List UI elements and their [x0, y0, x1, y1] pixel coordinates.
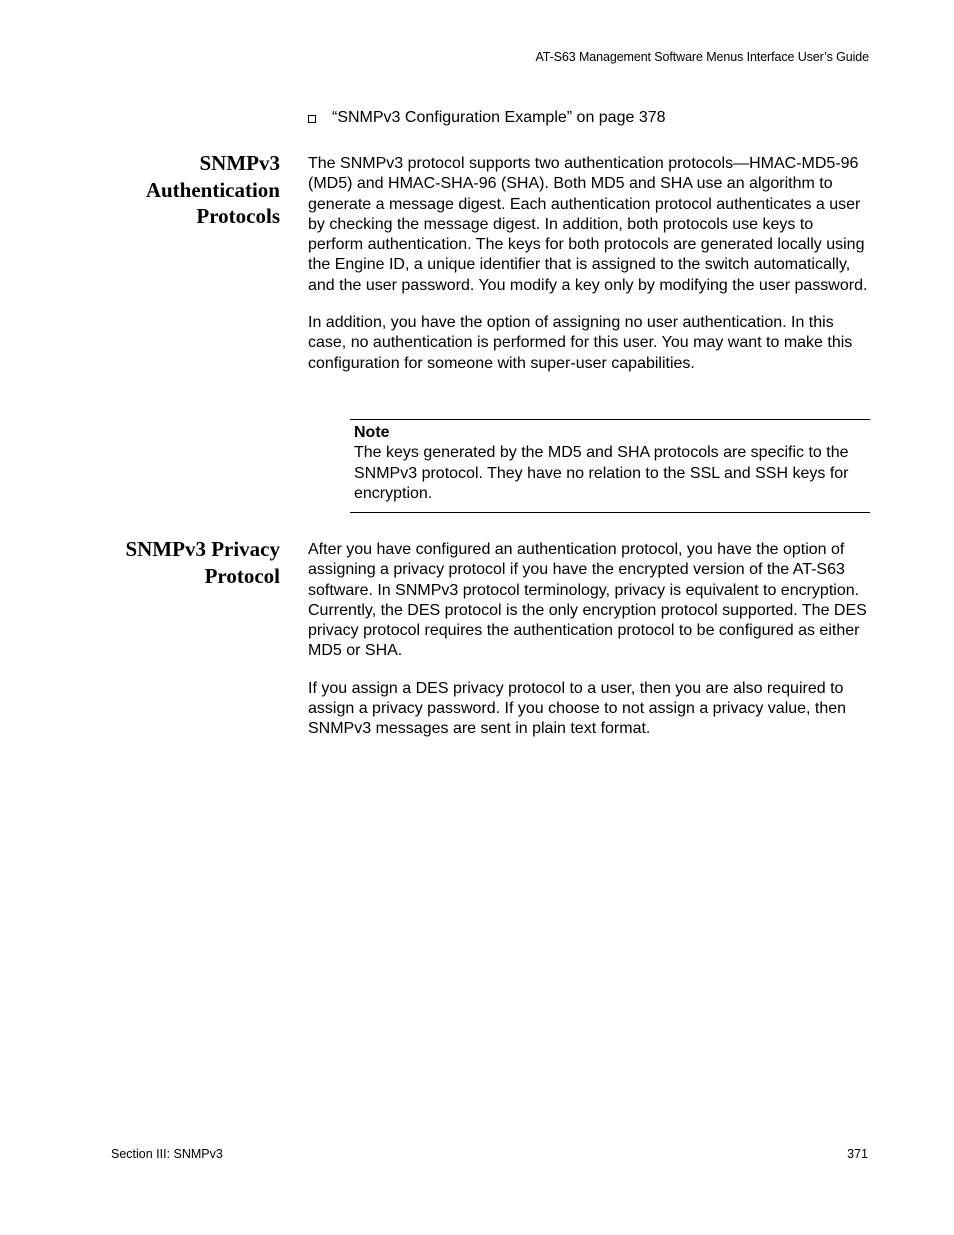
section-body-privacy — [308, 540, 870, 757]
paragraph: The SNMPv3 protocol supports two authentication protocols—HMAC-MD5-96 (MD5) and HMAC-SHA-96 (SHA). Both MD5 and SHA use an algorithm to generate a message digest. Each authentication protocol authenticates a user by checking the message digest. In addition, both protocols use keys to perform authentication. The keys for both protocols are generated locally using the Engine ID, a unique identifier that is assigned to the switch automatically, and the user password. You modify a key only by modifying the user password. — [308, 155, 868, 294]
bullet-text: “SNMPv3 Configuration Example” on page 378 — [332, 109, 666, 126]
note-text: The keys generated by the MD5 and SHA protocols are specific to the SNMPv3 protocol. They have no relation to the SSL and SSH keys for encryption. — [354, 444, 849, 502]
heading-line: Protocols — [196, 204, 280, 228]
note-box — [350, 419, 870, 513]
heading-line: SNMPv3 Privacy — [125, 537, 280, 561]
paragraph: If you assign a DES privacy protocol to a user, then you are also required to assign a privacy password. If you choose to not assign a privacy value, then SNMPv3 messages are sent in plain text format. — [308, 679, 847, 738]
note-title: Note — [354, 424, 390, 441]
page-number: 371 — [847, 1147, 868, 1161]
heading-line: Authentication — [145, 177, 280, 202]
heading-line: Protocol — [204, 563, 280, 588]
bullet-item — [308, 109, 666, 127]
paragraph: After you have configured an authentication protocol, you have the option of assigning a privacy protocol if you have the encrypted version of the AT-S63 software. In SNMPv3 protocol terminology, privacy is equivalent to encryption. Currently, the DES protocol is the only encryption protocol supported. The DES privacy protocol requires the authentication protocol to be configured as either MD5 or SHA. — [308, 541, 867, 660]
section-heading-authentication — [146, 150, 280, 230]
paragraph: In addition, you have the option of assigning no user authentication. In this case, no authentication is performed for this user. You may want to make this configuration for someone with super-user capabilities. — [308, 314, 853, 372]
section-heading-privacy — [125, 536, 280, 589]
running-header: AT-S63 Management Software Menus Interface User’s Guide — [535, 50, 869, 64]
section-body-authentication — [308, 154, 870, 391]
checkbox-bullet-icon — [308, 115, 316, 123]
footer-section: Section III: SNMPv3 — [111, 1147, 223, 1161]
heading-line: SNMPv3 — [199, 151, 280, 175]
